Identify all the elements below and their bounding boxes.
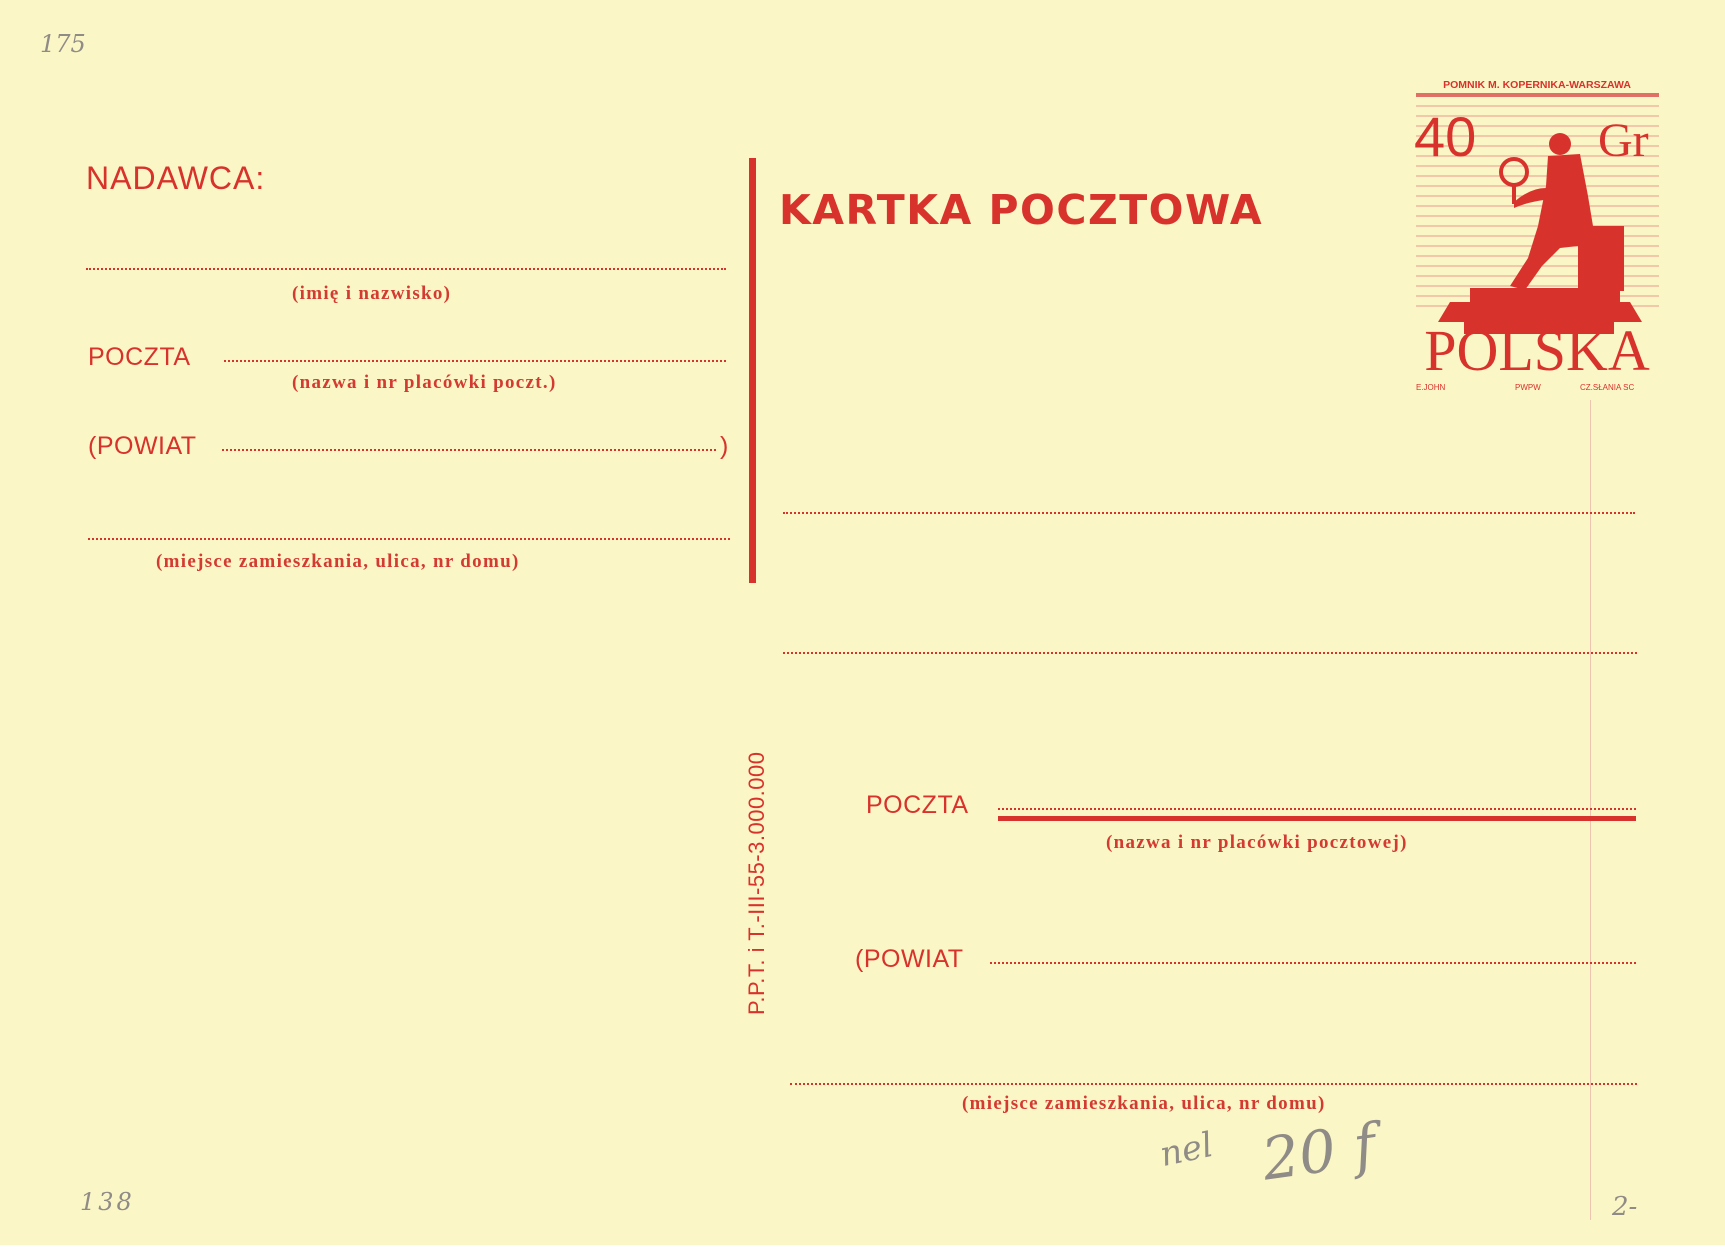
center-divider [749, 158, 756, 583]
stamp-currency: Gr [1598, 114, 1649, 167]
recipient-line-2[interactable] [783, 652, 1637, 654]
sender-heading: NADAWCA: [86, 160, 266, 196]
sender-name-line[interactable] [86, 268, 726, 270]
pencil-note-price-prefix: nel [1156, 1124, 1217, 1176]
stamp-credit-1: E.JOHN [1416, 383, 1446, 392]
sender-district-line[interactable] [222, 449, 716, 451]
pencil-note-price: 20 f [1257, 1110, 1380, 1194]
recipient-district-label: (POWIAT [855, 945, 964, 973]
recipient-address-line[interactable] [790, 1083, 1637, 1085]
sender-post-label: POCZTA [88, 343, 191, 371]
recipient-post-line-dots [998, 808, 1636, 810]
stamp-country: POLSKA [1424, 318, 1650, 383]
recipient-post-line[interactable] [998, 816, 1636, 821]
sender-address-caption: (miejsce zamieszkania, ulica, nr domu) [156, 551, 520, 572]
recipient-line-1[interactable] [783, 512, 1635, 514]
recipient-post-caption: (nazwa i nr placówki pocztowej) [1106, 832, 1408, 853]
pencil-note-bottom-left: 138 [80, 1188, 135, 1216]
print-code: P.P.T. i T.-III-55-3.000.000 [744, 751, 769, 1015]
pencil-note-top-left: 175 [40, 30, 86, 58]
recipient-district-line[interactable] [990, 962, 1636, 964]
copernicus-monument-icon [1410, 76, 1665, 411]
sender-post-caption: (nazwa i nr placówki poczt.) [292, 372, 557, 393]
stamp-top-text: POMNIK M. KOPERNIKA-WARSZAWA [1443, 79, 1631, 91]
stamp-credit-2: PWPW [1515, 383, 1541, 392]
sender-address-line[interactable] [88, 538, 730, 540]
sender-district-close: ) [720, 432, 729, 460]
card-title: KARTKA POCZTOWA [779, 186, 1264, 234]
postage-stamp [1410, 76, 1665, 411]
pencil-note-bottom-right: 2- [1612, 1192, 1638, 1222]
stamp-value: 40 [1414, 105, 1477, 168]
fold-line [1590, 400, 1591, 1220]
recipient-address-caption: (miejsce zamieszkania, ulica, nr domu) [962, 1093, 1326, 1114]
sender-district-label: (POWIAT [88, 432, 197, 460]
sender-name-caption: (imię i nazwisko) [292, 283, 452, 304]
sender-post-line[interactable] [224, 360, 726, 362]
stamp-credit-3: CZ.SŁANIA SC [1580, 383, 1635, 392]
recipient-post-label: POCZTA [866, 791, 969, 819]
